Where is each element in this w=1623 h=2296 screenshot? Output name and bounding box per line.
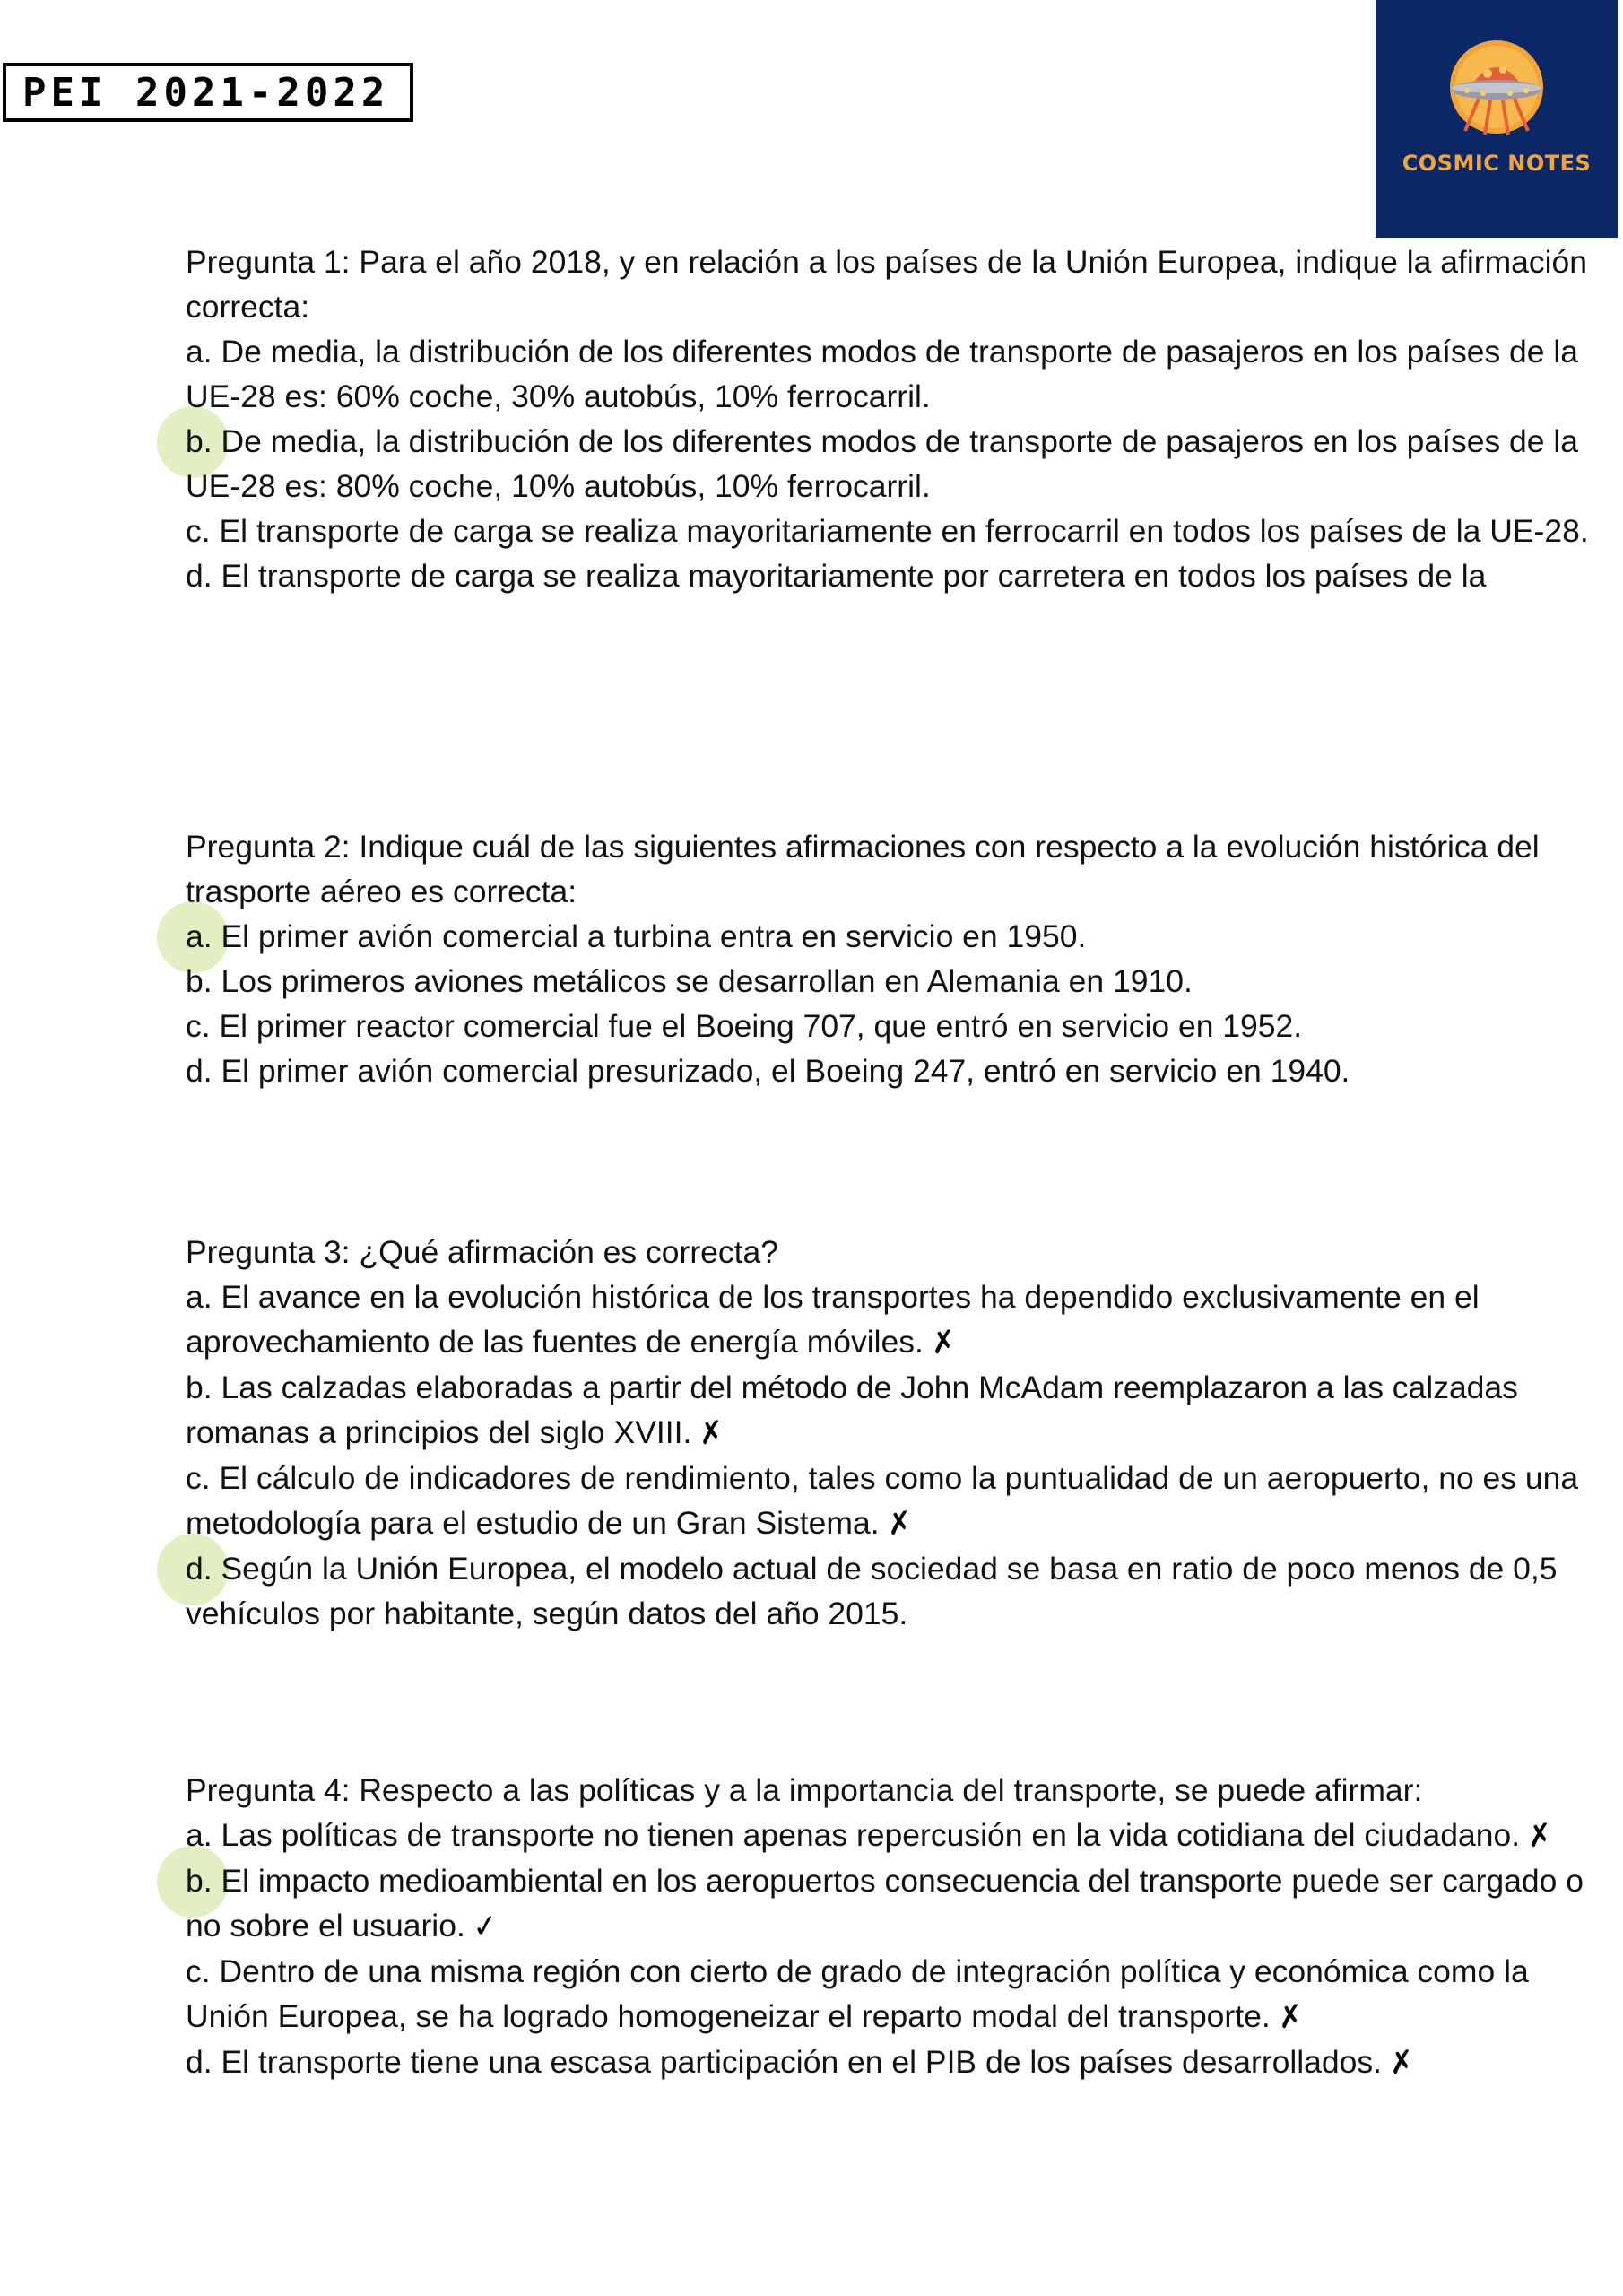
cosmic-notes-logo — [1376, 0, 1618, 238]
question-title: Pregunta 1: Para el año 2018, y en relación a los países de la Unión Europea, indique la afirmación correcta: — [186, 244, 1588, 325]
cross-mark-icon: ✗ — [1386, 2043, 1418, 2083]
question-3 — [186, 1230, 1593, 1636]
question-title: Pregunta 3: ¿Qué afirmación es correcta? — [186, 1234, 779, 1270]
question-1 — [186, 239, 1593, 598]
cross-mark-icon: ✗ — [696, 1413, 727, 1453]
answer-option: c. El primer reactor comercial fue el Boeing 707, que entró en servicio en 1952. — [186, 1008, 1303, 1044]
question-2 — [186, 824, 1593, 1093]
answer-option: d. Según la Unión Europea, el modelo actual de sociedad se basa en ratio de poco menos de 0,5 vehículos por habitante, según datos del año 2015. — [186, 1546, 1593, 1636]
question-title: Pregunta 4: Respecto a las políticas y a la importancia del transporte, se puede afirmar: — [186, 1772, 1423, 1808]
answer-option: a. De media, la distribución de los diferentes modos de transporte de pasajeros en los países de la UE-28 es: 60% coche, 30% autobús, 10% ferrocarril. — [186, 334, 1579, 414]
question-4 — [186, 1768, 1593, 2085]
answer-option: c. Dentro de una misma región con cierto de grado de integración política y económica como la Unión Europea, se ha logrado homogeneizar el reparto modal del transporte. ✗ — [186, 1949, 1593, 2039]
answer-option: d. El transporte de carga se realiza mayoritariamente por carretera en todos los países de la — [186, 558, 1487, 594]
answer-option: c. El cálculo de indicadores de rendimiento, tales como la puntualidad de un aeropuerto, no es una metodología para el estudio de un Gran Sistema. ✗ — [186, 1456, 1593, 1546]
cross-mark-icon: ✗ — [928, 1323, 959, 1362]
cross-mark-icon: ✗ — [1275, 1997, 1306, 2037]
answer-option: d. El transporte tiene una escasa participación en el PIB de los países desarrollados. ✗ — [186, 2039, 1593, 2085]
page-label: PEI 2021-2022 — [3, 63, 413, 122]
answer-option: a. Las políticas de transporte no tienen apenas repercusión en la vida cotidiana del ciudadano. ✗ — [186, 1813, 1593, 1858]
answer-option: a. El primer avión comercial a turbina entra en servicio en 1950. — [186, 914, 1593, 959]
cross-mark-icon: ✗ — [1524, 1816, 1556, 1856]
answer-option: b. Los primeros aviones metálicos se desarrollan en Alemania en 1910. — [186, 963, 1193, 999]
answer-option: b. De media, la distribución de los diferentes modos de transporte de pasajeros en los países de la UE-28 es: 80% coche, 10% autobús, 10% ferrocarril. — [186, 419, 1593, 509]
logo-text: COSMIC NOTES — [1402, 151, 1592, 176]
question-title: Pregunta 2: Indique cuál de las siguientes afirmaciones con respecto a la evolución histórica del trasporte aéreo es correcta: — [186, 829, 1540, 909]
answer-option: b. El impacto medioambiental en los aeropuertos consecuencia del transporte puede ser cargado o no sobre el usuario. ✓ — [186, 1858, 1593, 1949]
answer-option: c. El transporte de carga se realiza mayoritariamente en ferrocarril en todos los países de la UE-28. — [186, 513, 1589, 549]
cross-mark-icon: ✗ — [883, 1504, 915, 1544]
check-mark-icon: ✓ — [470, 1907, 500, 1946]
answer-option: b. Las calzadas elaboradas a partir del método de John McAdam reemplazaron a las calzadas romanas a principios del siglo XVIII. ✗ — [186, 1365, 1593, 1456]
answer-option: a. El avance en la evolución histórica de los transportes ha dependido exclusivamente en el aprovechamiento de las fuentes de energía móviles. ✗ — [186, 1274, 1593, 1365]
ufo-icon — [1438, 38, 1555, 145]
answer-option: d. El primer avión comercial presurizado, el Boeing 247, entró en servicio en 1940. — [186, 1053, 1350, 1089]
